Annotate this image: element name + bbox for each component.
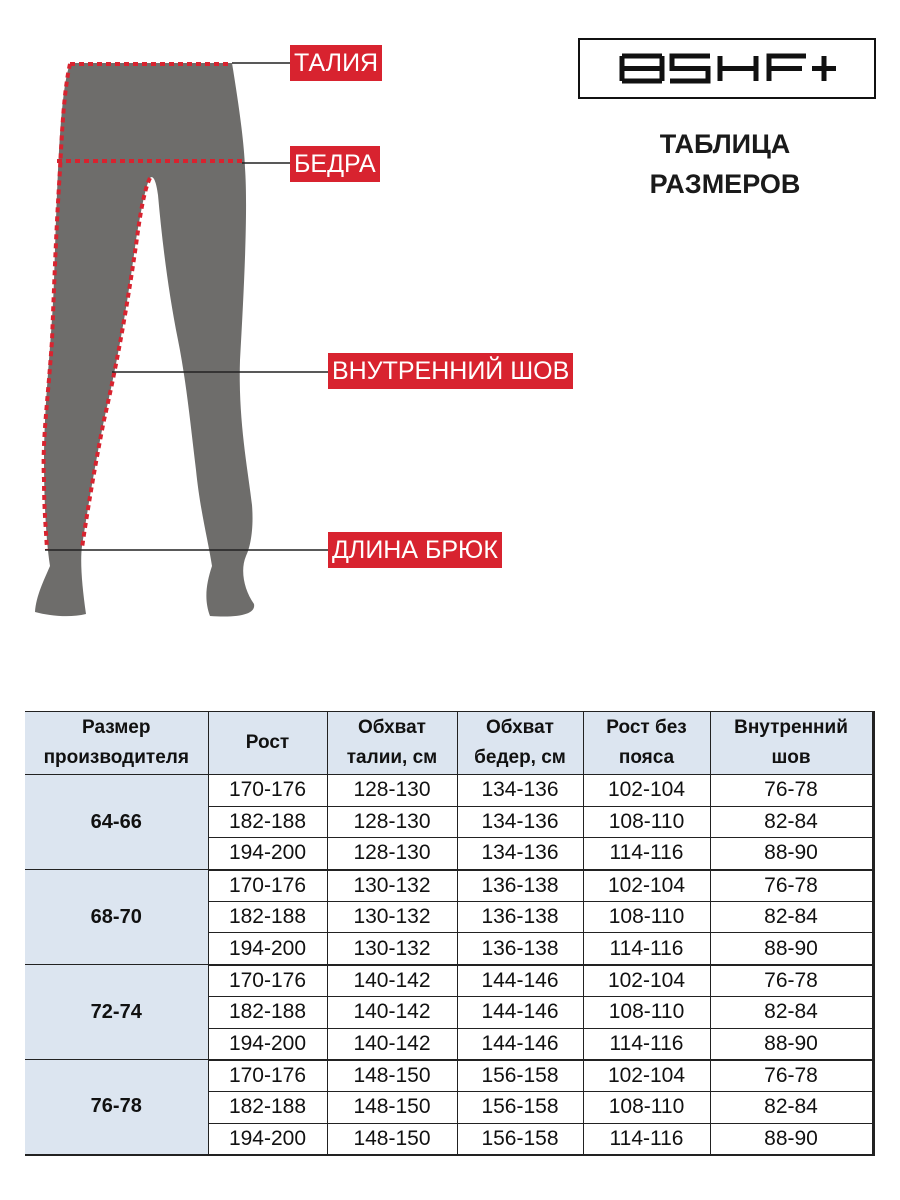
hips-cell: 144-146 (457, 996, 583, 1028)
height-cell: 194-200 (208, 933, 327, 965)
inseam-cell: 76-78 (710, 870, 873, 902)
inseam-cell: 82-84 (710, 1091, 873, 1123)
hips-cell: 136-138 (457, 901, 583, 933)
table-row (25, 1060, 873, 1092)
table-row (25, 965, 873, 997)
hips-cell: 144-146 (457, 1028, 583, 1060)
hips-cell: 136-138 (457, 870, 583, 902)
waist-cell: 128-130 (327, 806, 457, 838)
height-no-waistband-cell: 102-104 (583, 965, 710, 997)
waist-cell: 140-142 (327, 996, 457, 1028)
size-table-body (25, 775, 873, 1155)
inseam-cell: 88-90 (710, 1123, 873, 1155)
brand-logo (578, 38, 876, 99)
waist-label: ТАЛИЯ (290, 45, 382, 81)
height-no-waistband-cell: 108-110 (583, 806, 710, 838)
hips-cell: 156-158 (457, 1060, 583, 1092)
page-title (600, 124, 850, 204)
height-cell: 182-188 (208, 1091, 327, 1123)
header-height-no-waistband: Рост без пояса (583, 712, 710, 775)
hips-label: БЕДРА (290, 146, 380, 182)
table-row (25, 775, 873, 807)
hips-cell: 156-158 (457, 1091, 583, 1123)
trousers-shape (35, 63, 254, 617)
hips-cell: 156-158 (457, 1123, 583, 1155)
hips-cell: 134-136 (457, 775, 583, 807)
hips-cell: 144-146 (457, 965, 583, 997)
header-inseam: Внутренний шов (710, 712, 873, 775)
size-cell: 72-74 (25, 965, 208, 1060)
height-no-waistband-cell: 108-110 (583, 901, 710, 933)
size-cell: 64-66 (25, 775, 208, 870)
hips-cell: 134-136 (457, 838, 583, 870)
header-height: Рост (208, 712, 327, 775)
waist-cell: 128-130 (327, 838, 457, 870)
inseam-cell: 88-90 (710, 838, 873, 870)
title-line-1: ТАБЛИЦА (659, 129, 791, 159)
inseam-cell: 88-90 (710, 1028, 873, 1060)
height-no-waistband-cell: 114-116 (583, 1028, 710, 1060)
hips-cell: 136-138 (457, 933, 583, 965)
waist-cell: 130-132 (327, 901, 457, 933)
height-cell: 170-176 (208, 965, 327, 997)
height-no-waistband-cell: 108-110 (583, 996, 710, 1028)
height-cell: 194-200 (208, 1123, 327, 1155)
height-cell: 170-176 (208, 775, 327, 807)
inseam-cell: 76-78 (710, 1060, 873, 1092)
height-cell: 182-188 (208, 996, 327, 1028)
brand-logo-mark (580, 40, 874, 97)
size-cell: 76-78 (25, 1060, 208, 1155)
height-no-waistband-cell: 102-104 (583, 1060, 710, 1092)
inseam-cell: 88-90 (710, 933, 873, 965)
inseam-cell: 82-84 (710, 996, 873, 1028)
waist-cell: 148-150 (327, 1060, 457, 1092)
inseam-cell: 82-84 (710, 901, 873, 933)
height-cell: 182-188 (208, 901, 327, 933)
height-cell: 170-176 (208, 1060, 327, 1092)
waist-cell: 140-142 (327, 965, 457, 997)
waist-cell: 148-150 (327, 1123, 457, 1155)
height-cell: 194-200 (208, 1028, 327, 1060)
height-cell: 170-176 (208, 870, 327, 902)
waist-cell: 140-142 (327, 1028, 457, 1060)
size-table (25, 711, 875, 1156)
hips-cell: 134-136 (457, 806, 583, 838)
height-no-waistband-cell: 114-116 (583, 933, 710, 965)
header-manufacturer-size: Размер производителя (25, 712, 208, 775)
height-cell: 182-188 (208, 806, 327, 838)
height-no-waistband-cell: 114-116 (583, 838, 710, 870)
inseam-cell: 76-78 (710, 775, 873, 807)
waist-cell: 130-132 (327, 933, 457, 965)
inseam-label: ВНУТРЕННИЙ ШОВ (328, 353, 573, 389)
inseam-cell: 82-84 (710, 806, 873, 838)
height-cell: 194-200 (208, 838, 327, 870)
height-no-waistband-cell: 102-104 (583, 870, 710, 902)
length-label: ДЛИНА БРЮК (328, 532, 502, 568)
height-no-waistband-cell: 114-116 (583, 1123, 710, 1155)
header-waist: Обхват талии, см (327, 712, 457, 775)
height-no-waistband-cell: 108-110 (583, 1091, 710, 1123)
waist-cell: 130-132 (327, 870, 457, 902)
table-row (25, 870, 873, 902)
waist-cell: 148-150 (327, 1091, 457, 1123)
waist-cell: 128-130 (327, 775, 457, 807)
title-line-2: РАЗМЕРОВ (649, 169, 801, 199)
height-no-waistband-cell: 102-104 (583, 775, 710, 807)
size-cell: 68-70 (25, 870, 208, 965)
table-header-row (25, 712, 873, 775)
inseam-cell: 76-78 (710, 965, 873, 997)
header-hips: Обхват бедер, см (457, 712, 583, 775)
